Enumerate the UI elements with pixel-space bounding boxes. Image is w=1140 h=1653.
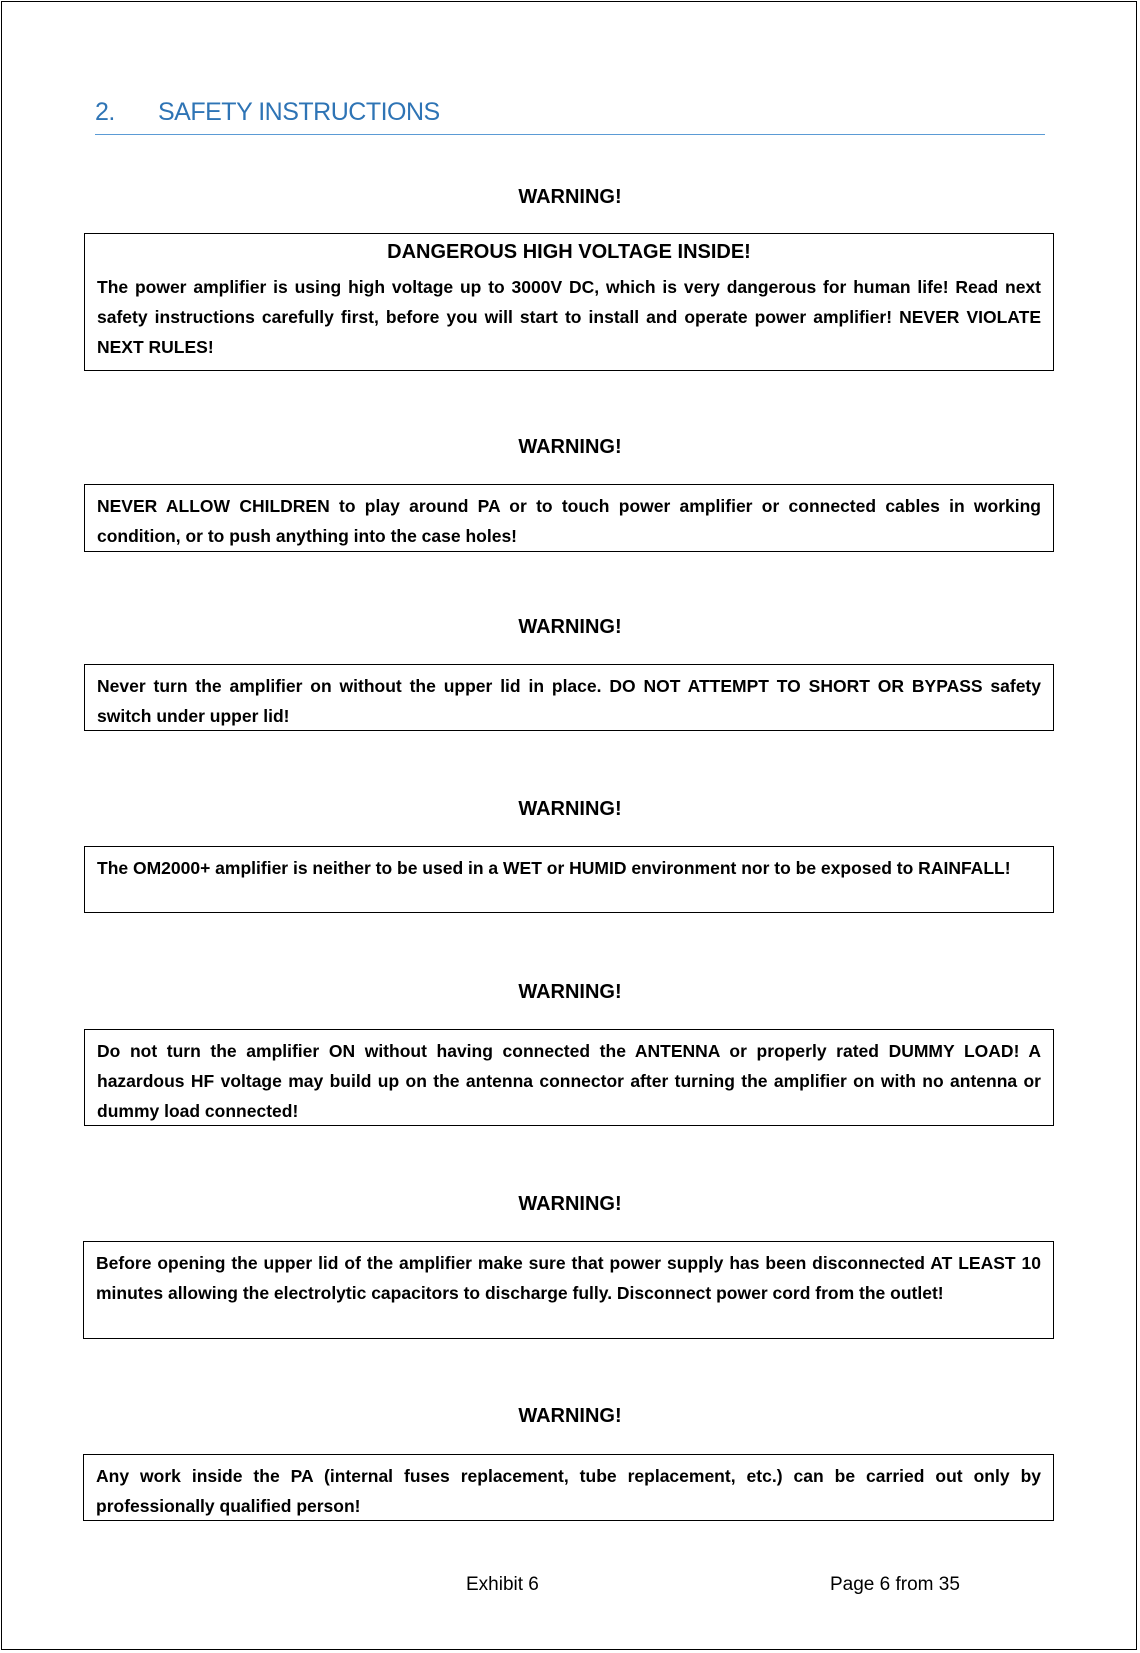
footer-page-number: Page 6 from 35	[830, 1574, 960, 1595]
warning-text: Before opening the upper lid of the amplifier make sure that power supply has been disconnected AT LEAST 10 minutes allowing the electrolytic capacitors to discharge fully. Disconnect power cord from the outlet!	[96, 1253, 1041, 1303]
warning-title: WARNING!	[518, 186, 622, 208]
footer-exhibit: Exhibit 6	[466, 1574, 539, 1595]
warning-box	[84, 664, 1054, 731]
warning-title: WARNING!	[518, 1405, 622, 1427]
warning-box	[84, 233, 1054, 371]
warning-text: Do not turn the amplifier ON without having connected the ANTENNA or properly rated DUMMY LOAD! A hazardous HF voltage may build up on the antenna connector after turning the amplifier on with no antenna or dummy load connected!	[97, 1041, 1041, 1121]
warning-text: NEVER ALLOW CHILDREN to play around PA or to touch power amplifier or connected cables in working condition, or to push anything into the case holes!	[97, 496, 1041, 546]
warning-title: WARNING!	[518, 798, 622, 820]
warning-box	[83, 1454, 1054, 1521]
warning-title: WARNING!	[518, 616, 622, 638]
section-heading	[95, 98, 1045, 135]
warning-box	[83, 1241, 1054, 1339]
warning-box	[84, 846, 1054, 913]
warning-box	[84, 484, 1054, 552]
warning-subtitle: DANGEROUS HIGH VOLTAGE INSIDE!	[387, 241, 751, 263]
section-number: 2.	[95, 98, 115, 126]
warning-title: WARNING!	[518, 1193, 622, 1215]
warning-text: The power amplifier is using high voltage up to 3000V DC, which is very dangerous for human life! Read next safety instructions carefully first, before you will start to install and operate power amplifier! NEVER VIOLATE NEXT RULES!	[97, 277, 1041, 357]
warning-text: The OM2000+ amplifier is neither to be used in a WET or HUMID environment nor to be exposed to RAINFALL!	[97, 858, 1011, 878]
warning-text: Never turn the amplifier on without the upper lid in place. DO NOT ATTEMPT TO SHORT OR BYPASS safety switch under upper lid!	[97, 676, 1041, 726]
warning-text: Any work inside the PA (internal fuses replacement, tube replacement, etc.) can be carried out only by professionally qualified person!	[96, 1466, 1041, 1516]
section-title: SAFETY INSTRUCTIONS	[158, 98, 440, 126]
warning-title: WARNING!	[518, 436, 622, 458]
warning-box	[84, 1029, 1054, 1126]
warning-title: WARNING!	[518, 981, 622, 1003]
